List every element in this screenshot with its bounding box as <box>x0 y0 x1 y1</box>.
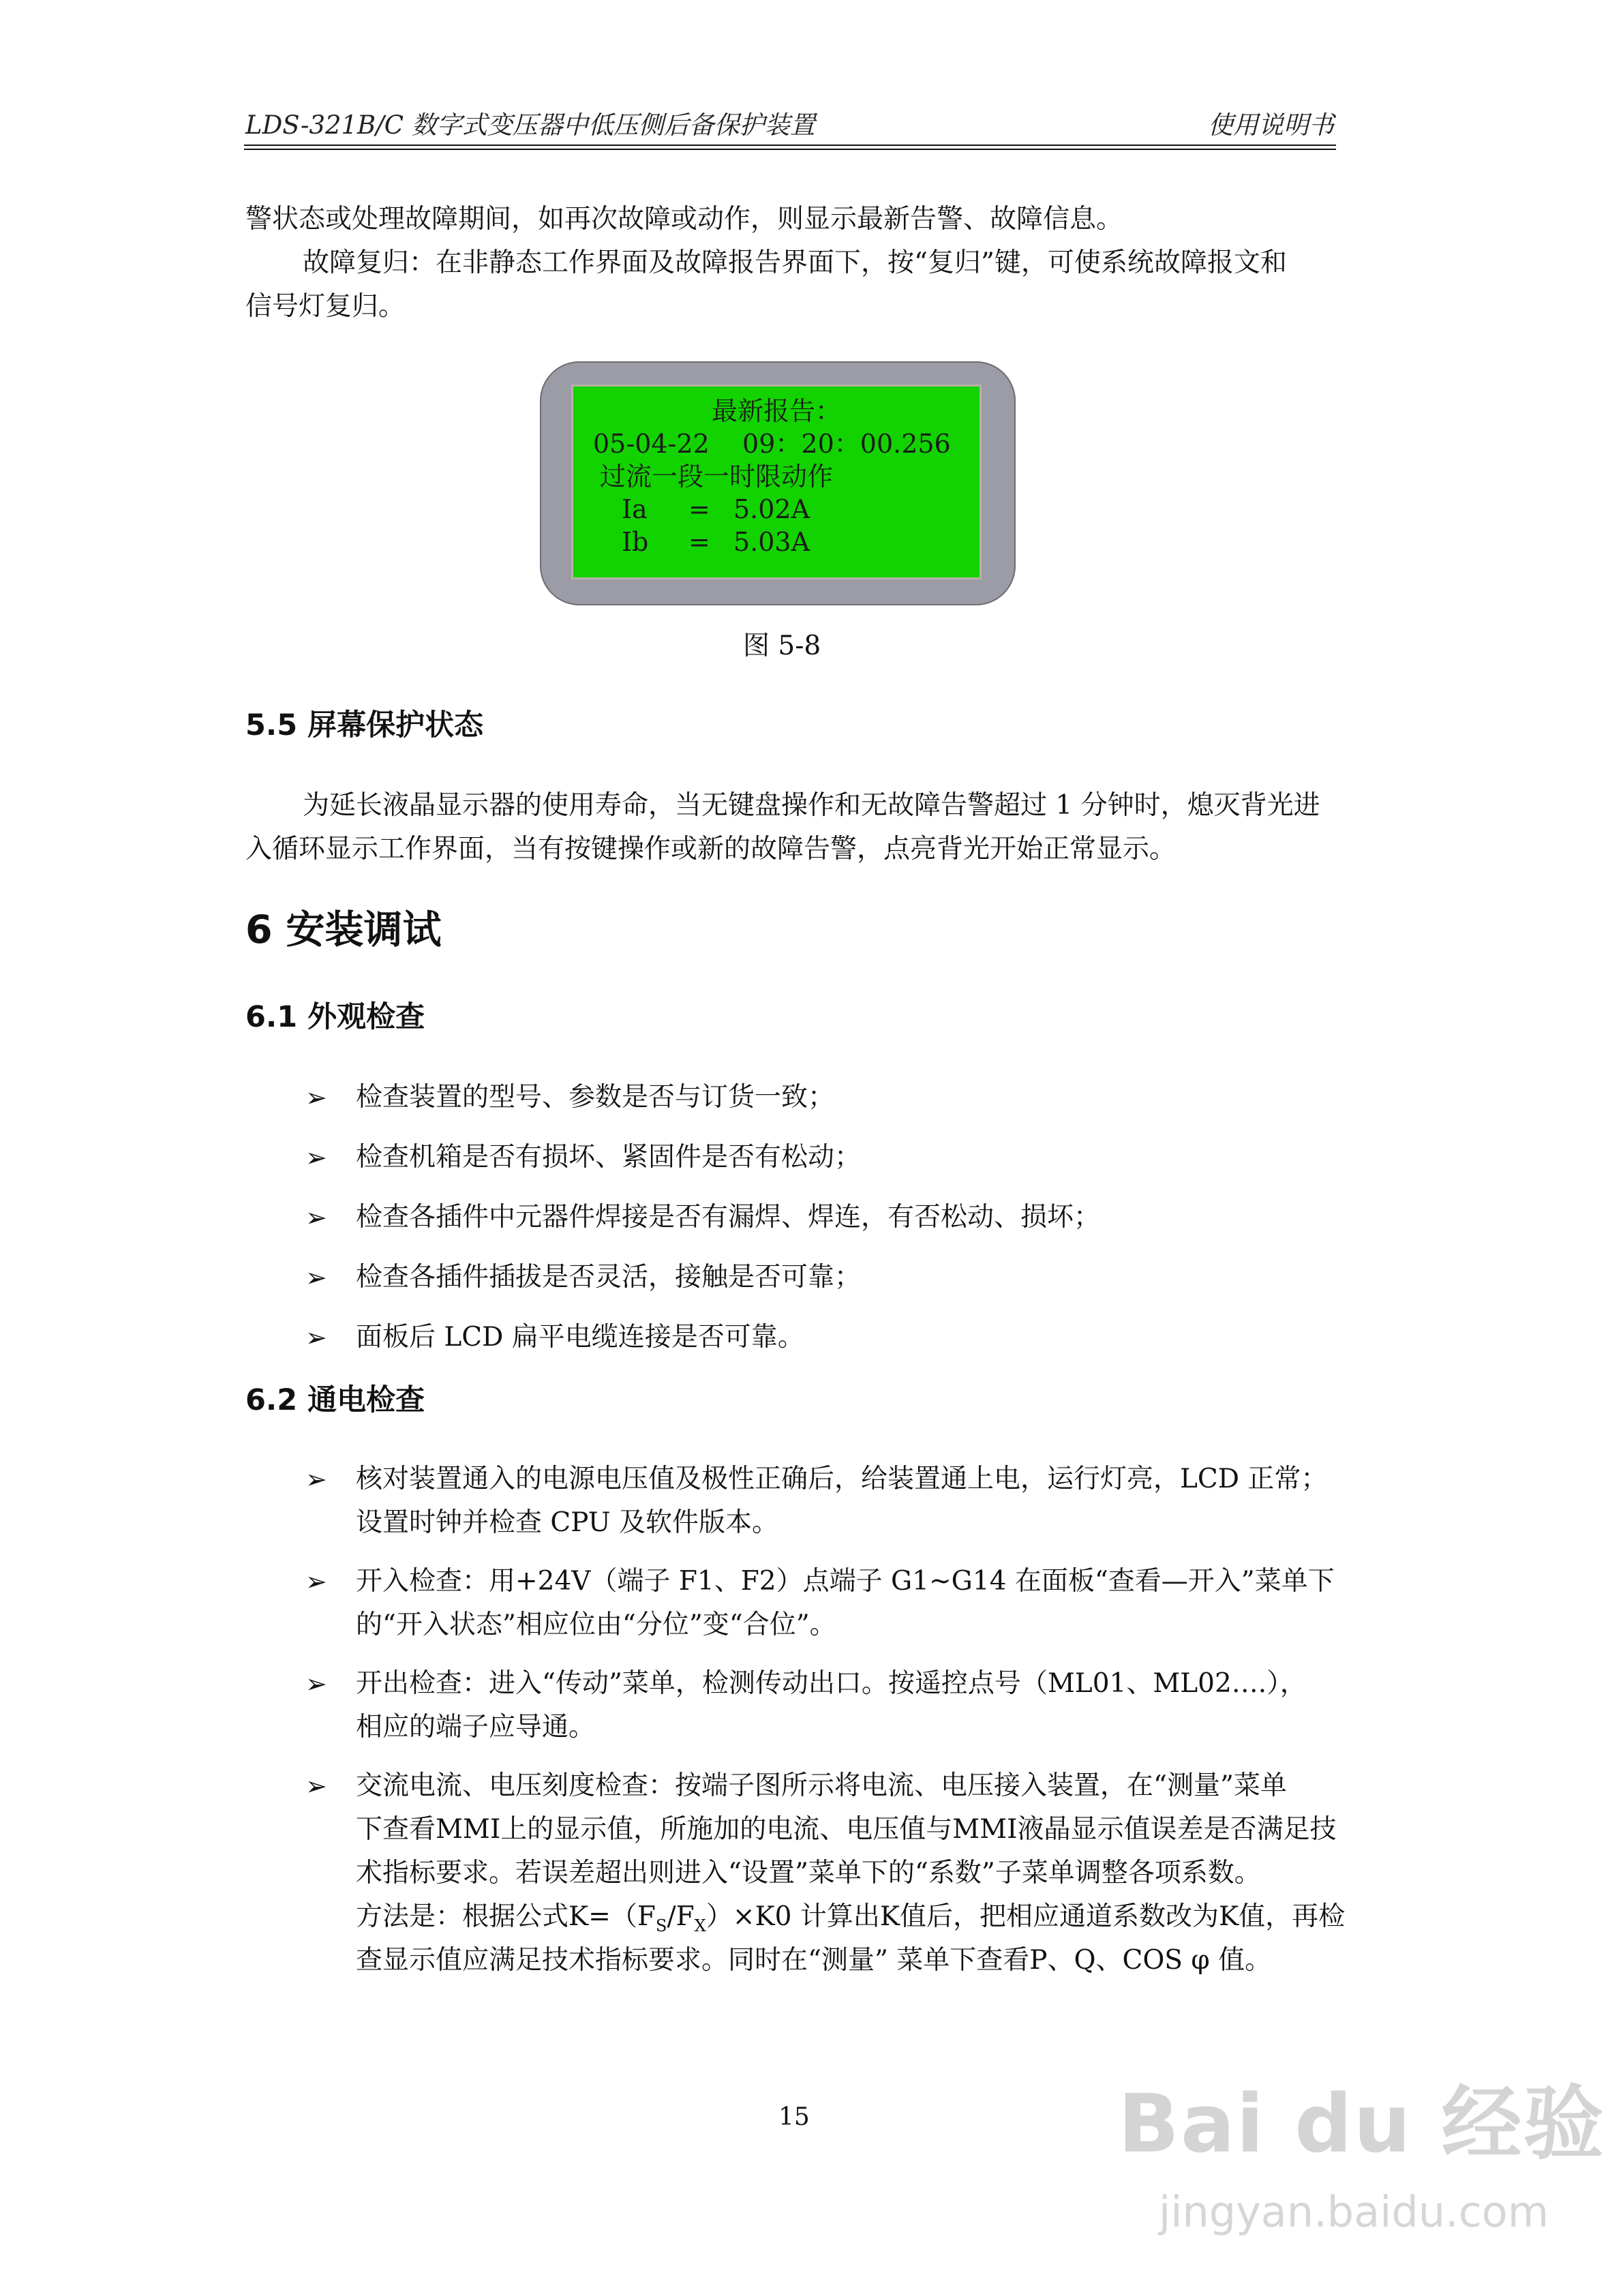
lcd-title: 最新报告： <box>712 396 842 426</box>
list-item: 面板后 LCD 扁平电缆连接是否可靠。 <box>356 1322 804 1353</box>
section-5-5-line-1: 为延长液晶显示器的使用寿命，当无键盘操作和无故障告警超过 1 分钟时，熄灭背光进 <box>303 790 1320 821</box>
formula-sub-s: S <box>655 1916 667 1935</box>
bullet-icon: ➢ <box>305 1083 327 1113</box>
header-rule-top <box>244 145 1336 146</box>
list-item-line: 的“开入状态”相应位由“分位”变“合位”。 <box>356 1610 836 1640</box>
list-item-line: 查显示值应满足技术指标要求。同时在“测量” 菜单下查看P、Q、COS φ 值。 <box>356 1945 1272 1976</box>
list-item-line: 开出检查：进入“传动”菜单，检测传动出口。按遥控点号（ML01、ML02….）， <box>356 1668 1307 1699</box>
page-number: 15 <box>778 2103 810 2131</box>
list-item-line: 设置时钟并检查 CPU 及软件版本。 <box>356 1507 779 1538</box>
bullet-icon: ➢ <box>305 1567 327 1597</box>
list-item: 检查装置的型号、参数是否与订货一致； <box>356 1082 835 1113</box>
header-manual-label: 使用说明书 <box>1208 110 1334 140</box>
list-item-line: 下查看MMI上的显示值，所施加的电流、电压值与MMI液晶显示值误差是否满足技 <box>356 1814 1337 1845</box>
watermark-url: jingyan.baidu.com <box>1159 2187 1549 2237</box>
bullet-icon: ➢ <box>305 1143 327 1173</box>
list-item-line: 相应的端子应导通。 <box>356 1712 596 1742</box>
formula-mid: /F <box>667 1901 695 1932</box>
formula-pre: 方法是：根据公式K=（F <box>356 1901 656 1932</box>
bullet-icon: ➢ <box>305 1771 327 1801</box>
header-title: LDS-321B/C 数字式变压器中低压侧后备保护装置 <box>245 110 815 140</box>
intro-line-2: 故障复归：在非静态工作界面及故障报告界面下，按“复归”键，可使系统故障报文和 <box>303 247 1287 278</box>
header-rule-bottom <box>244 149 1336 150</box>
list-item: 检查各插件中元器件焊接是否有漏焊、焊连，有否松动、损坏； <box>356 1202 1101 1233</box>
bullet-icon: ➢ <box>305 1263 327 1293</box>
chapter-6-heading: 6 安装调试 <box>245 907 442 952</box>
formula-sub-x: X <box>694 1916 706 1935</box>
lcd-ib-eq: = <box>688 527 710 557</box>
section-6-2-heading: 6.2 通电检查 <box>245 1383 425 1417</box>
lcd-ia-value: 5.02A <box>733 494 810 524</box>
list-item: 检查机箱是否有损坏、紧固件是否有松动； <box>356 1142 862 1173</box>
intro-line-3: 信号灯复归。 <box>245 291 406 322</box>
section-6-1-heading: 6.1 外观检查 <box>245 1000 425 1034</box>
lcd-event: 过流一段一时限动作 <box>600 462 834 492</box>
lcd-datetime: 05-04-22 09：20：00.256 <box>593 429 951 459</box>
bullet-icon: ➢ <box>305 1464 327 1494</box>
lcd-ib-label: Ib <box>622 527 649 557</box>
lcd-ib-value: 5.03A <box>733 527 810 557</box>
lcd-ia-eq: = <box>688 494 710 524</box>
formula-post: ）×K0 计算出K值后，把相应通道系数改为K值，再检 <box>706 1901 1346 1932</box>
list-item-line: 核对装置通入的电源电压值及极性正确后，给装置通上电，运行灯亮，LCD 正常； <box>356 1464 1328 1494</box>
list-item-line: 交流电流、电压刻度检查：按端子图所示将电流、电压接入装置，在“测量”菜单 <box>356 1770 1287 1801</box>
intro-line-1: 警状态或处理故障期间，如再次故障或动作，则显示最新告警、故障信息。 <box>245 204 1123 235</box>
list-item: 检查各插件插拔是否灵活，接触是否可靠； <box>356 1262 862 1293</box>
watermark-logo: Bai du 经验 <box>1118 2076 1605 2171</box>
bullet-icon: ➢ <box>305 1203 327 1233</box>
lcd-ia-label: Ia <box>622 494 648 524</box>
list-item-line: 开入检查：用+24V（端子 F1、F2）点端子 G1~G14 在面板“查看—开入”菜单下 <box>356 1566 1335 1597</box>
section-5-5-line-2: 入循环显示工作界面，当有按键操作或新的故障告警，点亮背光开始正常显示。 <box>245 834 1177 864</box>
figure-caption: 图 5-8 <box>743 631 821 661</box>
list-item-line: 术指标要求。若误差超出则进入“设置”菜单下的“系数”子菜单调整各项系数。 <box>356 1858 1261 1888</box>
bullet-icon: ➢ <box>305 1323 327 1353</box>
bullet-icon: ➢ <box>305 1669 327 1699</box>
section-5-5-heading: 5.5 屏幕保护状态 <box>245 708 484 742</box>
